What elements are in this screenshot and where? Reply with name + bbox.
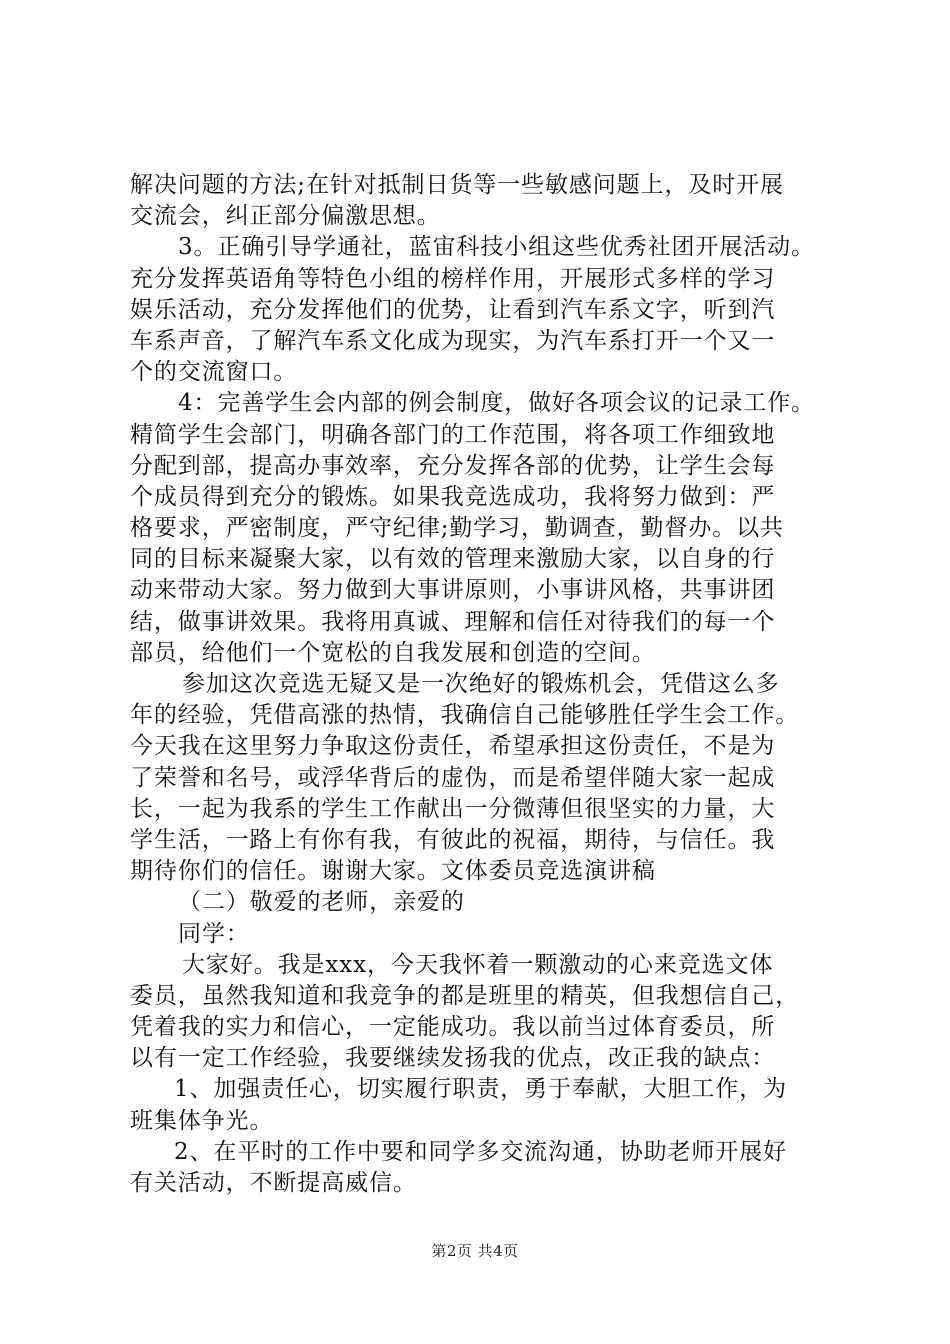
text-line: 3。正确引导学通社，蓝宙科技小组这些优秀社团开展活动。 [178,234,815,261]
text-line: 车系声音，了解汽车系文化成为现实，为汽车系打开一个又一 [130,327,776,354]
text-line: 分配到部，提高办事效率，充分发挥各部的优势，让学生会每 [130,452,776,479]
text-line: 期待你们的信任。谢谢大家。文体委员竞选演讲稿 [130,858,656,885]
text-line: 今天我在这里努力争取这份责任，希望承担这份责任，不是为 [130,733,776,760]
text-line: 了荣誉和名号，或浮华背后的虚伪，而是希望伴随大家一起成 [130,764,776,791]
text-line: 充分发挥英语角等特色小组的榜样作用，开展形式多样的学习 [130,265,776,292]
text-line: 班集体争光。 [130,1107,274,1134]
text-line: 凭着我的实力和信心，一定能成功。我以前当过体育委员，所 [130,1014,776,1041]
section-heading: （二）敬爱的老师，亲爱的 [178,889,465,916]
page-number: 第2页 共4页 [431,1242,519,1260]
text-line: 格要求，严密制度，严守纪律;勤学习，勤调查，勤督办。以共 [130,515,784,542]
text-line: 结，做事讲效果。我将用真诚、理解和信任对待我们的每一个 [130,608,776,635]
text-line: 精简学生会部门，明确各部门的工作范围，将各项工作细致地 [130,421,776,448]
text-line: 以有一定工作经验，我要继续发扬我的优点，改正我的缺点： [130,1045,776,1072]
salutation: 同学： [178,920,250,947]
text-line: 部员，给他们一个宽松的自我发展和创造的空间。 [130,639,656,666]
text-line: 委员，虽然我知道和我竞争的都是班里的精英，但我想信自己， [130,982,800,1009]
text-line: 4：完善学生会内部的例会制度，做好各项会议的记录工作。 [178,390,815,417]
text-line: 解决问题的方法;在针对抵制日货等一些敏感问题上，及时开展 [130,172,784,198]
text-line: 年的经验，凭借高涨的热情，我确信自己能够胜任学生会工作。 [130,702,800,729]
text-line: 学生活，一路上有你有我，有彼此的祝福，期待，与信任。我 [130,826,776,853]
text-line: 同的目标来凝聚大家，以有效的管理来激励大家，以自身的行 [130,546,776,573]
text-line: 交流会，纠正部分偏激思想。 [130,203,441,230]
text-line: 娱乐活动，充分发挥他们的优势，让看到汽车系文字，听到汽 [130,296,776,323]
document-body [130,170,830,1199]
list-item: 2、在平时的工作中要和同学多交流沟通，协助老师开展好 [174,1138,788,1165]
text-line: 长，一起为我系的学生工作献出一分微薄但很坚实的力量，大 [130,795,776,822]
text-line: 有关活动，不断提高威信。 [130,1170,417,1196]
text-line: 个的交流窗口。 [130,359,298,386]
list-item: 1、加强责任心，切实履行职责，勇于奉献，大胆工作，为 [174,1076,788,1103]
text-line: 个成员得到充分的锻炼。如果我竞选成功，我将努力做到：严 [130,483,776,510]
text-line: 参加这次竞选无疑又是一次绝好的锻炼机会，凭借这么多 [182,671,780,697]
text-line: 大家好。我是xxx，今天我怀着一颗激动的心来竞选文体 [182,951,774,978]
text-line: 动来带动大家。努力做到大事讲原则，小事讲风格，共事讲团 [130,577,776,604]
